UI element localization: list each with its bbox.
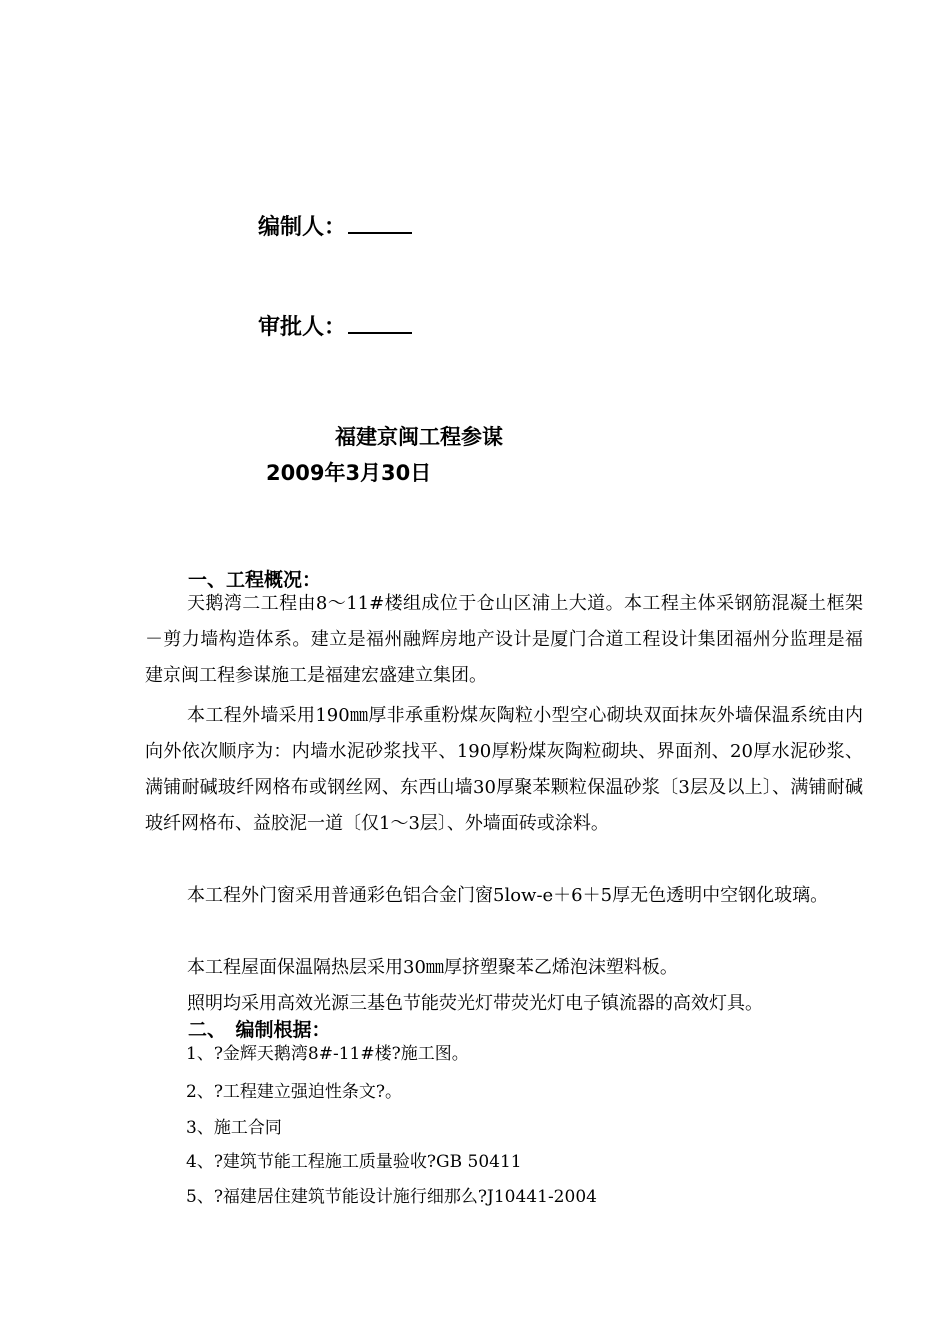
company-name: 福建京闽工程参谋: [335, 425, 503, 449]
compiler-label: 编制人：: [258, 215, 347, 240]
reference-item: 5、?福建居住建筑节能设计施行细那么?J10441-2004: [186, 1187, 597, 1207]
section2-heading: 二、 编制根据：: [188, 1019, 331, 1041]
document-date: 2009年3月30日: [266, 461, 432, 485]
section1-paragraph-roof: 本工程屋面保温隔热层采用30㎜厚挤塑聚苯乙烯泡沫塑料板。: [187, 957, 678, 978]
reference-item: 1、?金辉天鹅湾8#-11#楼?施工图。: [186, 1044, 469, 1064]
section1-paragraph-lighting: 照明均采用高效光源三基色节能荧光灯带荧光灯电子镇流器的高效灯具。: [187, 993, 763, 1014]
reference-item: 3、施工合同: [186, 1118, 282, 1138]
section1-paragraph-walls: 本工程外墙采用190㎜厚非承重粉煤灰陶粒小型空心砌块双面抹灰外墙保温系统由内向外依次顺序为：内墙水泥砂浆找平、190厚粉煤灰陶粒砌块、界面剂、20厚水泥砂浆、满铺耐碱玻纤网格布或钢丝网、东西山墙30厚聚苯颗粒保温砂浆〔3层及以上〕、满铺耐碱玻纤网格布、益胶泥一道〔仅1～3层〕、外墙面砖或涂料。: [145, 705, 863, 834]
section1-paragraph-overview: 天鹅湾二工程由8～11#楼组成位于仓山区浦上大道。本工程主体采钢筋混凝土框架－剪力墙构造体系。建立是福州融辉房地产设计是厦门合道工程设计集团福州分监理是福建京闽工程参谋施工是福建宏盛建立集团。: [145, 593, 863, 686]
approver-label: 审批人：: [258, 315, 347, 340]
approver-signature-line: [258, 312, 412, 343]
reference-item: 4、?建筑节能工程施工质量验收?GB 50411: [186, 1152, 522, 1172]
section1-heading: 一、工程概况：: [188, 569, 322, 591]
compiler-signature-line: [258, 212, 412, 243]
approver-blank: [348, 312, 412, 334]
compiler-blank: [348, 212, 412, 234]
reference-item: 2、?工程建立强迫性条文?。: [186, 1082, 403, 1102]
section1-paragraph-windows: 本工程外门窗采用普通彩色铝合金门窗5low-e＋6＋5厚无色透明中空钢化玻璃。: [187, 885, 829, 906]
